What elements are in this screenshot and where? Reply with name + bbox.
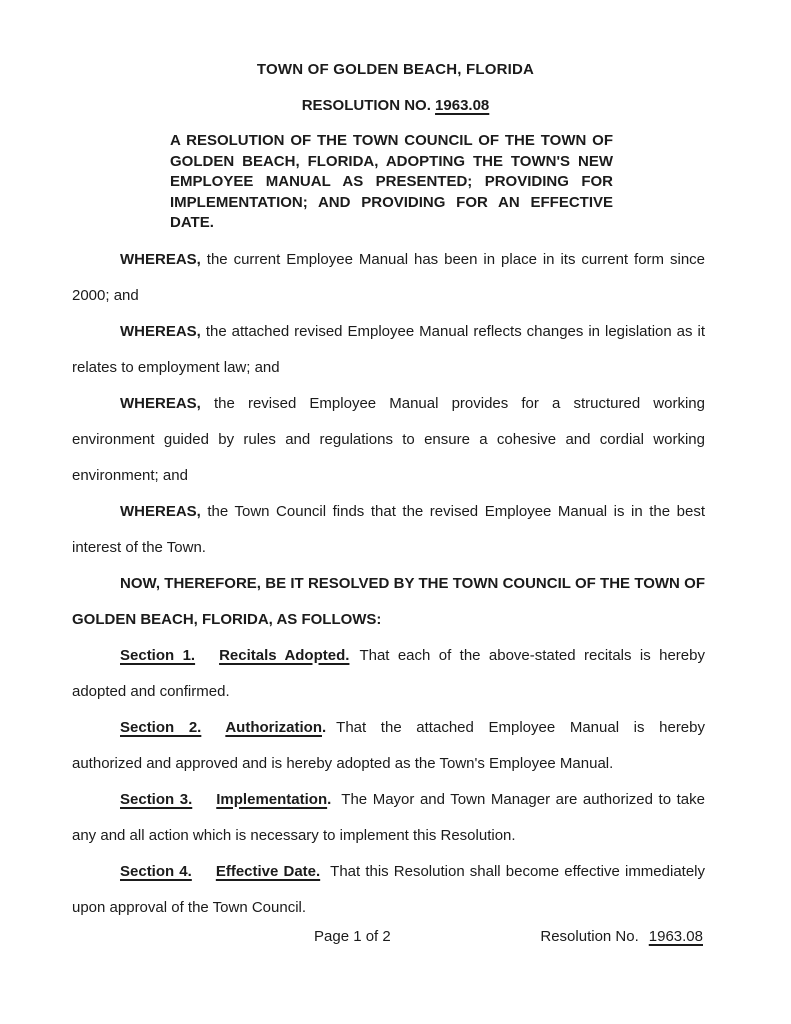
section-text: That this Resolution shall become effective immediately upon approval of the Town Council. <box>72 862 706 916</box>
resolution-number-value: 1963.08 <box>435 97 490 114</box>
section-heading: Effective Date. <box>215 862 321 880</box>
section-text: The Mayor and Town Manager are authorized to take any and all action which is necessary to implement this Resolution. <box>72 790 705 844</box>
whereas-text: the attached revised Employee Manual reflects changes in legislation as it relates to employment law; and <box>72 322 705 376</box>
whereas-text: the current Employee Manual has been in place in its current form since 2000; and <box>72 250 705 304</box>
resolution-reference-label: Resolution No. <box>540 928 639 945</box>
section-number: Section 4. <box>120 862 192 880</box>
resolved-clause: NOW, THEREFORE, BE IT RESOLVED BY THE TOWN COUNCIL OF THE TOWN OF GOLDEN BEACH, FLORIDA, AS FOLLOWS: <box>72 574 705 628</box>
section-text: That the attached Employee Manual is hereby authorized and approved and is hereby adopted as the Town's Employee Manual. <box>72 718 705 772</box>
whereas-clause-3 <box>72 386 705 494</box>
section-text: That each of the above-stated recitals is hereby adopted and confirmed. <box>72 646 705 700</box>
section-number: Section 3. <box>120 790 193 808</box>
section-2 <box>72 710 705 782</box>
resolution-reference <box>540 928 703 945</box>
resolution-summary: A RESOLUTION OF THE TOWN COUNCIL OF THE TOWN OF GOLDEN BEACH, FLORIDA, ADOPTING THE TOWN'S NEW EMPLOYEE MANUAL AS PRESENTED; PROVIDING FOR IMPLEMENTATION; AND PROVIDING FOR AN EFFECTIVE DATE. <box>170 132 613 231</box>
whereas-clause-1 <box>72 242 705 314</box>
whereas-lead: WHEREAS, <box>120 394 201 412</box>
whereas-clause-4 <box>72 494 705 566</box>
section-number: Section 1. <box>120 646 196 664</box>
resolution-reference-number: 1963.08 <box>648 928 703 945</box>
resolution-number-heading <box>0 97 791 114</box>
section-heading: Recitals Adopted. <box>219 646 350 664</box>
whereas-lead: WHEREAS, <box>120 322 201 340</box>
section-4 <box>72 854 705 926</box>
whereas-text: the Town Council finds that the revised Employee Manual is in the best interest of the Town. <box>72 502 705 556</box>
section-heading-suffix: . <box>327 790 332 808</box>
section-heading-suffix: . <box>321 718 327 736</box>
section-heading: Implementation <box>216 790 328 808</box>
document-title: TOWN OF GOLDEN BEACH, FLORIDA <box>256 61 535 78</box>
section-heading: Authorization <box>225 718 322 736</box>
page-indicator: Page 1 of 2 <box>314 928 391 945</box>
resolution-number-label: RESOLUTION NO. <box>301 97 436 114</box>
document-body <box>72 242 705 926</box>
whereas-clause-2 <box>72 314 705 386</box>
section-1 <box>72 638 705 710</box>
section-3 <box>72 782 705 854</box>
whereas-lead: WHEREAS, <box>120 502 201 520</box>
whereas-text: the revised Employee Manual provides for a structured working environment guided by rules and regulations to ensure a cohesive and cordial working environment; and <box>72 394 705 484</box>
section-number: Section 2. <box>120 718 202 736</box>
whereas-lead: WHEREAS, <box>120 250 201 268</box>
